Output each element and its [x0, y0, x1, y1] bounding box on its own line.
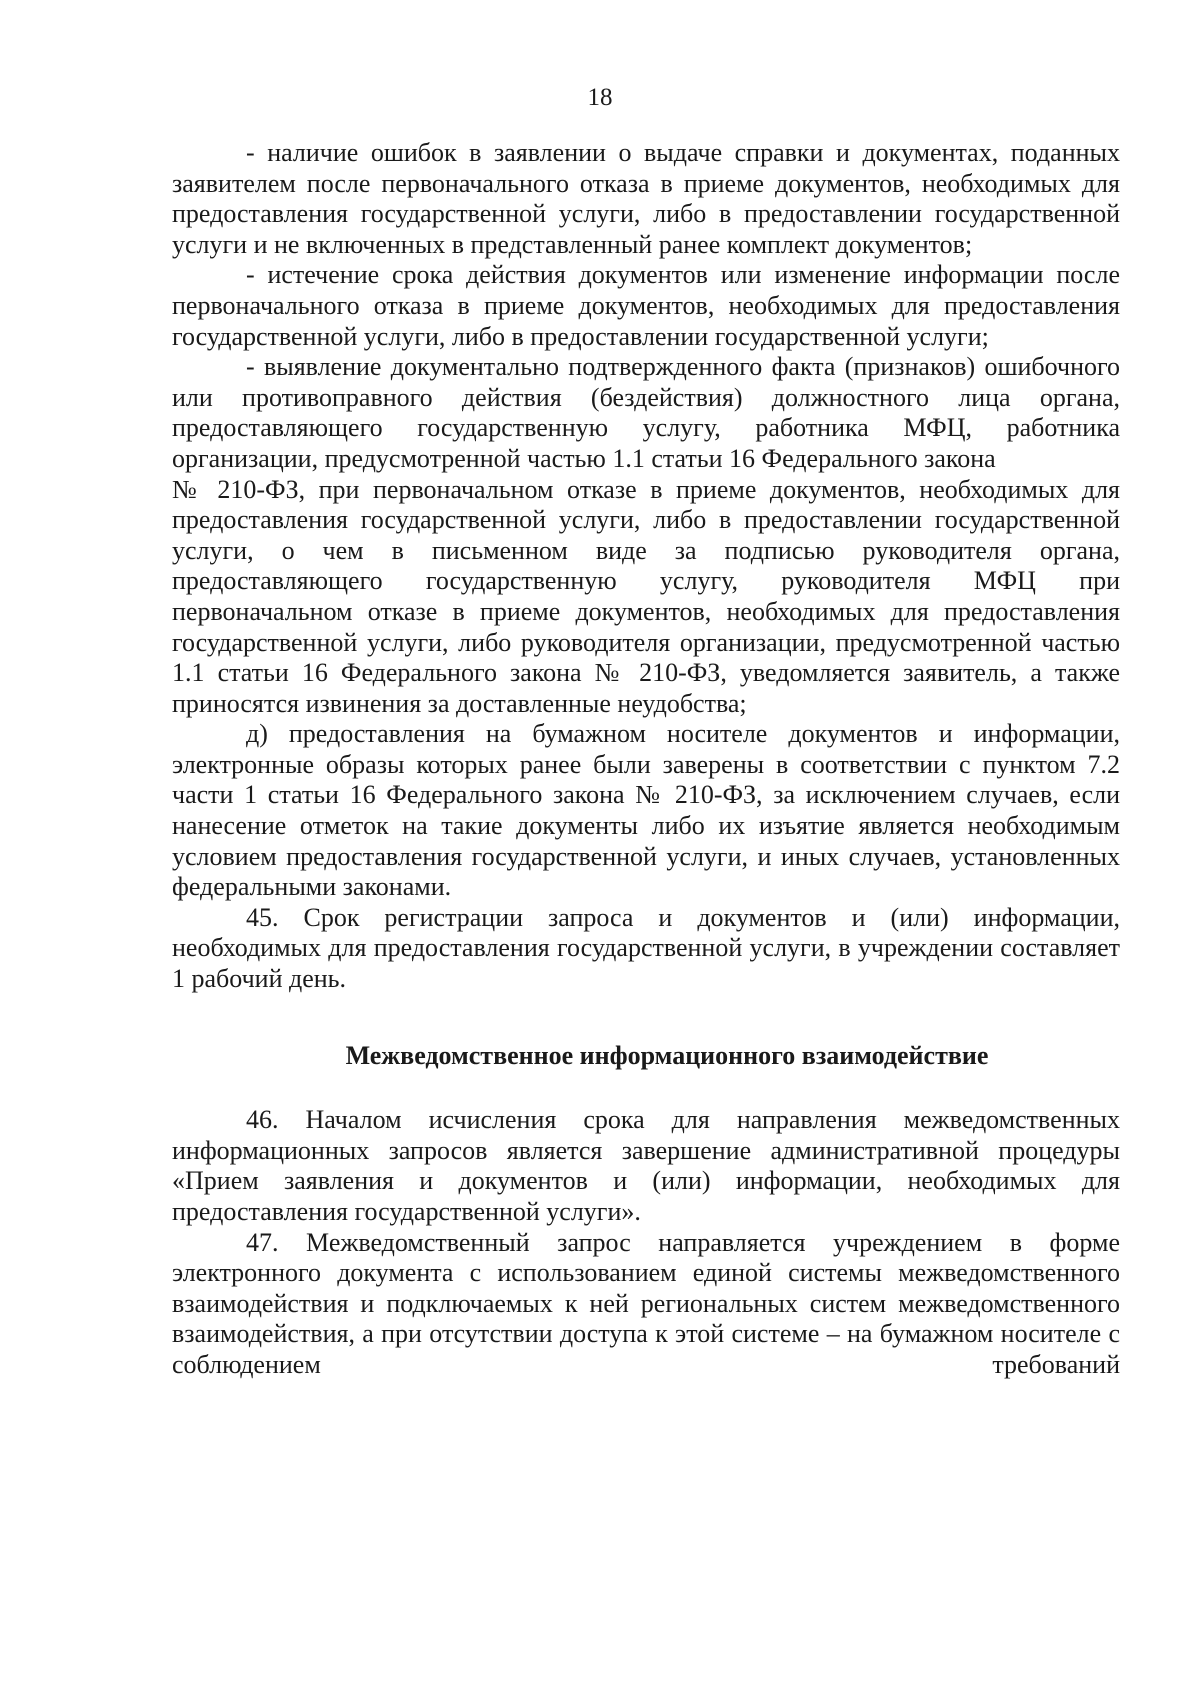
paragraph-item-d-paper-documents: д) предоставления на бумажном носителе документов и информации, электронные образы которых ранее были заверены в соответствии с пунктом 7.2 части 1 статьи 16 Федерального закона № 210-ФЗ, за исключением случаев, если нанесение отметок на такие документы либо их изъятие является необходимым условием предоставления государственной услуги, и иных случаев, установленных федеральными законами.: [172, 719, 1120, 902]
paragraph-item-45: 45. Срок регистрации запроса и документов и (или) информации, необходимых для предоставления государственной услуги, в учреждении составляет 1 рабочий день.: [172, 902, 1120, 994]
paragraph-item-47: 47. Межведомственный запрос направляется учреждением в форме электронного документа с использованием единой системы межведомственного взаимодействия и подключаемых к ней региональных систем межведомственного взаимодействия, а при отсутствии доступа к этой системе – на бумажном носителе с соблюдением требований: [172, 1227, 1120, 1379]
paragraph-errors-in-application: - наличие ошибок в заявлении о выдаче справки и документах, поданных заявителем после первоначального отказа в приеме документов, необходимых для предоставления государственной услуги, либо в предоставлении государственной услуги и не включенных в представленный ранее комплект документов;: [172, 138, 1120, 259]
paragraph-erroneous-action: - выявление документально подтвержденного факта (признаков) ошибочного или противоправного действия (бездействия) должностного лица органа, предоставляющего государственную услугу, работника МФЦ, работника организации, предусмотренной частью 1.1 статьи 16 Федерального закона: [172, 352, 1120, 473]
section-heading: Межведомственное информационного взаимодействие: [345, 1040, 989, 1070]
page-content: [172, 138, 1120, 1381]
page-number: 18: [587, 84, 613, 111]
paragraph-item-46: 46. Началом исчисления срока для направления межведомственных информационных запросов является завершение административной процедуры «Прием заявления и документов и (или) информации, необходимых для предоставления государственной услуги».: [172, 1105, 1120, 1226]
paragraph-law-210-notification: № 210-ФЗ, при первоначальном отказе в приеме документов, необходимых для предоставления государственной услуги, либо в предоставлении государственной услуги, о чем в письменном виде за подписью руководителя органа, предоставляющего государственную услугу, руководителя МФЦ при первоначальном отказе в приеме документов, необходимых для предоставления государственной услуги, либо руководителя организации, предусмотренной частью 1.1 статьи 16 Федерального закона № 210-ФЗ, уведомляется заявитель, а также приносятся извинения за доставленные неудобства;: [172, 474, 1120, 718]
paragraph-document-expiry: - истечение срока действия документов или изменение информации после первоначального отказа в приеме документов, необходимых для предоставления государственной услуги, либо в предоставлении государственной услуги;: [172, 260, 1120, 351]
